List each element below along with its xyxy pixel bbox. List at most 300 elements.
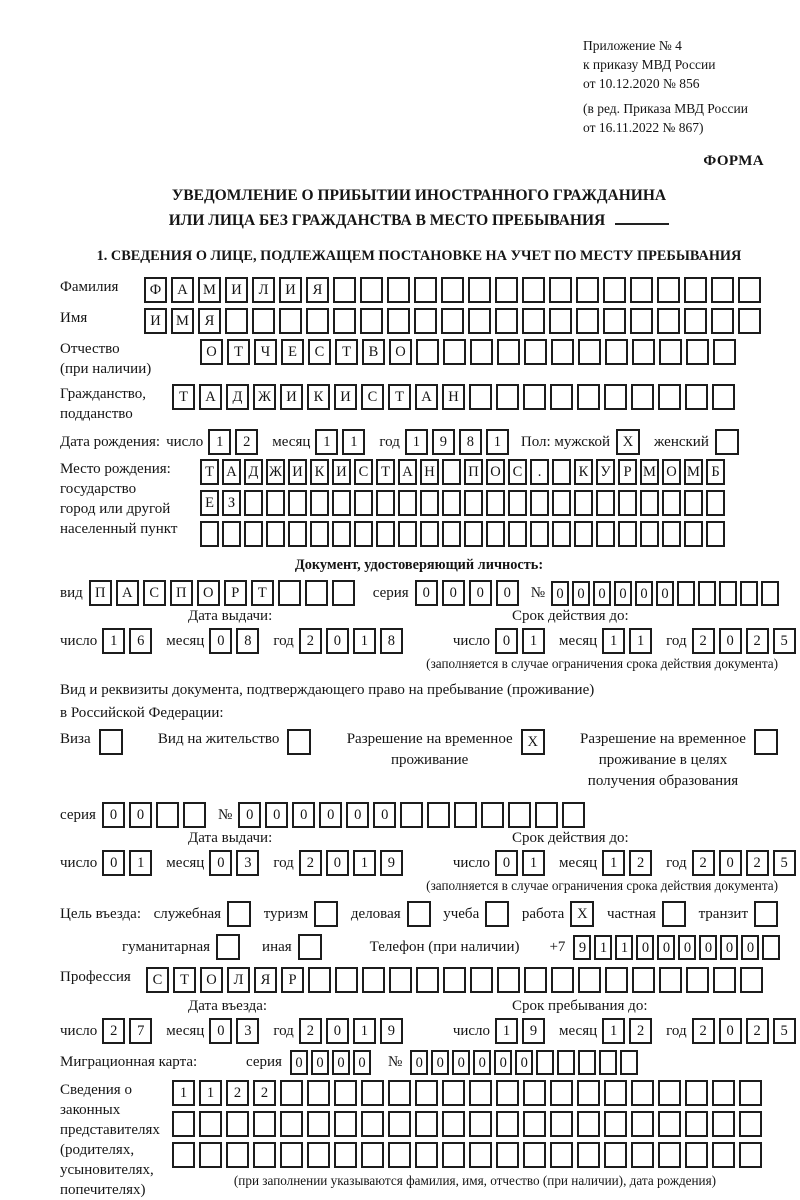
char-box[interactable]: [183, 802, 206, 828]
char-box[interactable]: [288, 490, 307, 516]
char-box[interactable]: 0: [238, 802, 261, 828]
purpose-business-checkbox[interactable]: [407, 901, 431, 927]
temp-residence-checkbox[interactable]: X: [521, 729, 545, 755]
char-box[interactable]: [712, 1142, 735, 1168]
char-box[interactable]: [552, 490, 571, 516]
char-box[interactable]: [244, 490, 263, 516]
sex-male-checkbox[interactable]: X: [616, 429, 640, 455]
char-box[interactable]: [279, 308, 302, 334]
char-box[interactable]: [266, 490, 285, 516]
char-box[interactable]: [706, 521, 725, 547]
char-box[interactable]: [576, 277, 599, 303]
char-box[interactable]: [306, 308, 329, 334]
char-box[interactable]: 6: [129, 628, 152, 654]
char-box[interactable]: Р: [224, 580, 247, 606]
char-box[interactable]: [441, 277, 464, 303]
char-box[interactable]: [496, 1142, 519, 1168]
char-box[interactable]: С: [354, 459, 373, 485]
char-box[interactable]: [549, 277, 572, 303]
char-box[interactable]: [361, 1142, 384, 1168]
char-box[interactable]: И: [288, 459, 307, 485]
char-box[interactable]: [470, 967, 493, 993]
char-box[interactable]: С: [146, 967, 169, 993]
char-box[interactable]: 2: [746, 628, 769, 654]
char-box[interactable]: [740, 967, 763, 993]
char-box[interactable]: [577, 1080, 600, 1106]
char-box[interactable]: Я: [254, 967, 277, 993]
char-box[interactable]: 0: [678, 935, 696, 960]
char-box[interactable]: 2: [299, 628, 322, 654]
char-box[interactable]: 1: [129, 850, 152, 876]
char-box[interactable]: 0: [326, 1018, 349, 1044]
char-box[interactable]: [266, 521, 285, 547]
char-box[interactable]: [398, 521, 417, 547]
char-box[interactable]: [468, 277, 491, 303]
char-box[interactable]: [310, 521, 329, 547]
char-box[interactable]: [442, 1142, 465, 1168]
char-box[interactable]: [657, 308, 680, 334]
char-box[interactable]: [712, 1111, 735, 1137]
char-box[interactable]: Я: [306, 277, 329, 303]
char-box[interactable]: [684, 308, 707, 334]
char-box[interactable]: 1: [342, 429, 365, 455]
char-box[interactable]: 0: [494, 1050, 512, 1075]
char-box[interactable]: 0: [593, 581, 611, 606]
char-box[interactable]: А: [415, 384, 438, 410]
char-box[interactable]: 1: [315, 429, 338, 455]
char-box[interactable]: Т: [173, 967, 196, 993]
char-box[interactable]: Е: [281, 339, 304, 365]
char-box[interactable]: [574, 521, 593, 547]
char-box[interactable]: 2: [629, 850, 652, 876]
char-box[interactable]: [362, 967, 385, 993]
char-box[interactable]: О: [662, 459, 681, 485]
char-box[interactable]: 2: [235, 429, 258, 455]
char-box[interactable]: [225, 308, 248, 334]
char-box[interactable]: 0: [656, 581, 674, 606]
char-box[interactable]: [562, 802, 585, 828]
char-box[interactable]: [739, 1111, 762, 1137]
char-box[interactable]: 1: [486, 429, 509, 455]
char-box[interactable]: И: [334, 384, 357, 410]
char-box[interactable]: Ф: [144, 277, 167, 303]
char-box[interactable]: М: [198, 277, 221, 303]
char-box[interactable]: [739, 1080, 762, 1106]
char-box[interactable]: О: [200, 339, 223, 365]
char-box[interactable]: [427, 802, 450, 828]
char-box[interactable]: 0: [209, 628, 232, 654]
char-box[interactable]: И: [144, 308, 167, 334]
char-box[interactable]: 9: [573, 935, 591, 960]
char-box[interactable]: [522, 277, 545, 303]
char-box[interactable]: [333, 277, 356, 303]
char-box[interactable]: О: [389, 339, 412, 365]
char-box[interactable]: [334, 1080, 357, 1106]
char-box[interactable]: [354, 490, 373, 516]
char-box[interactable]: [618, 521, 637, 547]
char-box[interactable]: 0: [741, 935, 759, 960]
char-box[interactable]: А: [398, 459, 417, 485]
char-box[interactable]: [334, 1142, 357, 1168]
char-box[interactable]: 3: [236, 850, 259, 876]
char-box[interactable]: [685, 384, 708, 410]
char-box[interactable]: 1: [199, 1080, 222, 1106]
char-box[interactable]: 1: [594, 935, 612, 960]
char-box[interactable]: [360, 277, 383, 303]
char-box[interactable]: Т: [172, 384, 195, 410]
char-box[interactable]: [334, 1111, 357, 1137]
char-box[interactable]: [464, 490, 483, 516]
char-box[interactable]: [416, 967, 439, 993]
char-box[interactable]: [332, 490, 351, 516]
char-box[interactable]: 0: [373, 802, 396, 828]
char-box[interactable]: А: [199, 384, 222, 410]
char-box[interactable]: [550, 1111, 573, 1137]
char-box[interactable]: [712, 1080, 735, 1106]
char-box[interactable]: [577, 1142, 600, 1168]
char-box[interactable]: В: [362, 339, 385, 365]
char-box[interactable]: [631, 1111, 654, 1137]
char-box[interactable]: 1: [602, 850, 625, 876]
char-box[interactable]: [497, 339, 520, 365]
char-box[interactable]: [523, 384, 546, 410]
char-box[interactable]: 0: [719, 628, 742, 654]
char-box[interactable]: [361, 1080, 384, 1106]
char-box[interactable]: Т: [335, 339, 358, 365]
char-box[interactable]: 0: [572, 581, 590, 606]
char-box[interactable]: [578, 339, 601, 365]
char-box[interactable]: 0: [102, 850, 125, 876]
char-box[interactable]: [578, 1050, 596, 1075]
char-box[interactable]: [388, 1142, 411, 1168]
char-box[interactable]: [442, 1111, 465, 1137]
char-box[interactable]: Р: [281, 967, 304, 993]
char-box[interactable]: [172, 1142, 195, 1168]
char-box[interactable]: [400, 802, 423, 828]
char-box[interactable]: [603, 308, 626, 334]
char-box[interactable]: [552, 459, 571, 485]
char-box[interactable]: 1: [353, 628, 376, 654]
purpose-work-checkbox[interactable]: X: [570, 901, 594, 927]
char-box[interactable]: 0: [209, 850, 232, 876]
char-box[interactable]: [416, 339, 439, 365]
char-box[interactable]: 0: [473, 1050, 491, 1075]
char-box[interactable]: [172, 1111, 195, 1137]
char-box[interactable]: [685, 1111, 708, 1137]
residence-permit-checkbox[interactable]: [287, 729, 311, 755]
char-box[interactable]: [495, 277, 518, 303]
char-box[interactable]: [469, 1080, 492, 1106]
char-box[interactable]: 0: [719, 850, 742, 876]
char-box[interactable]: И: [332, 459, 351, 485]
char-box[interactable]: [335, 967, 358, 993]
char-box[interactable]: Н: [420, 459, 439, 485]
char-box[interactable]: Ж: [266, 459, 285, 485]
char-box[interactable]: 0: [353, 1050, 371, 1075]
char-box[interactable]: 2: [692, 1018, 715, 1044]
char-box[interactable]: [496, 384, 519, 410]
purpose-study-checkbox[interactable]: [485, 901, 509, 927]
char-box[interactable]: 2: [102, 1018, 125, 1044]
char-box[interactable]: [495, 308, 518, 334]
char-box[interactable]: 0: [292, 802, 315, 828]
char-box[interactable]: [389, 967, 412, 993]
char-box[interactable]: [740, 581, 758, 606]
char-box[interactable]: [508, 521, 527, 547]
char-box[interactable]: [307, 1142, 330, 1168]
char-box[interactable]: [662, 521, 681, 547]
char-box[interactable]: П: [464, 459, 483, 485]
char-box[interactable]: 2: [746, 1018, 769, 1044]
char-box[interactable]: 1: [522, 850, 545, 876]
char-box[interactable]: И: [225, 277, 248, 303]
char-box[interactable]: [441, 308, 464, 334]
char-box[interactable]: [508, 490, 527, 516]
char-box[interactable]: [307, 1080, 330, 1106]
char-box[interactable]: 1: [629, 628, 652, 654]
char-box[interactable]: У: [596, 459, 615, 485]
char-box[interactable]: [420, 521, 439, 547]
char-box[interactable]: [280, 1080, 303, 1106]
char-box[interactable]: [596, 521, 615, 547]
char-box[interactable]: 2: [746, 850, 769, 876]
char-box[interactable]: [632, 339, 655, 365]
visa-checkbox[interactable]: [99, 729, 123, 755]
char-box[interactable]: [524, 339, 547, 365]
char-box[interactable]: [657, 277, 680, 303]
char-box[interactable]: [523, 1080, 546, 1106]
purpose-other-checkbox[interactable]: [298, 934, 322, 960]
char-box[interactable]: 1: [602, 1018, 625, 1044]
char-box[interactable]: [640, 521, 659, 547]
char-box[interactable]: [420, 490, 439, 516]
char-box[interactable]: [550, 1142, 573, 1168]
char-box[interactable]: 1: [102, 628, 125, 654]
char-box[interactable]: [761, 581, 779, 606]
char-box[interactable]: [388, 1111, 411, 1137]
char-box[interactable]: [677, 581, 695, 606]
char-box[interactable]: О: [200, 967, 223, 993]
char-box[interactable]: И: [279, 277, 302, 303]
char-box[interactable]: С: [361, 384, 384, 410]
char-box[interactable]: [659, 967, 682, 993]
char-box[interactable]: [280, 1111, 303, 1137]
char-box[interactable]: [698, 581, 716, 606]
char-box[interactable]: [605, 339, 628, 365]
char-box[interactable]: [618, 490, 637, 516]
char-box[interactable]: [684, 490, 703, 516]
char-box[interactable]: 2: [299, 1018, 322, 1044]
char-box[interactable]: [712, 384, 735, 410]
char-box[interactable]: [530, 490, 549, 516]
char-box[interactable]: Д: [244, 459, 263, 485]
char-box[interactable]: [332, 580, 355, 606]
char-box[interactable]: [222, 521, 241, 547]
char-box[interactable]: 1: [615, 935, 633, 960]
char-box[interactable]: [684, 521, 703, 547]
char-box[interactable]: [388, 1080, 411, 1106]
char-box[interactable]: 9: [432, 429, 455, 455]
char-box[interactable]: 2: [692, 628, 715, 654]
char-box[interactable]: 0: [442, 580, 465, 606]
char-box[interactable]: [706, 490, 725, 516]
char-box[interactable]: А: [171, 277, 194, 303]
char-box[interactable]: 1: [405, 429, 428, 455]
char-box[interactable]: [486, 490, 505, 516]
char-box[interactable]: [603, 277, 626, 303]
char-box[interactable]: [496, 1111, 519, 1137]
char-box[interactable]: 2: [692, 850, 715, 876]
temp-residence-edu-checkbox[interactable]: [754, 729, 778, 755]
char-box[interactable]: [200, 521, 219, 547]
char-box[interactable]: К: [310, 459, 329, 485]
char-box[interactable]: [280, 1142, 303, 1168]
purpose-official-checkbox[interactable]: [227, 901, 251, 927]
char-box[interactable]: 0: [102, 802, 125, 828]
char-box[interactable]: 1: [522, 628, 545, 654]
char-box[interactable]: 0: [265, 802, 288, 828]
char-box[interactable]: [253, 1111, 276, 1137]
char-box[interactable]: [659, 339, 682, 365]
char-box[interactable]: 0: [495, 628, 518, 654]
char-box[interactable]: 0: [515, 1050, 533, 1075]
char-box[interactable]: [662, 490, 681, 516]
char-box[interactable]: З: [222, 490, 241, 516]
char-box[interactable]: [551, 339, 574, 365]
char-box[interactable]: 0: [496, 580, 519, 606]
char-box[interactable]: [469, 1142, 492, 1168]
char-box[interactable]: .: [530, 459, 549, 485]
char-box[interactable]: [686, 339, 709, 365]
char-box[interactable]: 1: [353, 1018, 376, 1044]
char-box[interactable]: Б: [706, 459, 725, 485]
char-box[interactable]: [496, 1080, 519, 1106]
char-box[interactable]: С: [508, 459, 527, 485]
char-box[interactable]: [454, 802, 477, 828]
char-box[interactable]: [685, 1142, 708, 1168]
char-box[interactable]: [550, 1080, 573, 1106]
char-box[interactable]: [387, 308, 410, 334]
char-box[interactable]: [577, 384, 600, 410]
char-box[interactable]: [596, 490, 615, 516]
char-box[interactable]: 1: [172, 1080, 195, 1106]
char-box[interactable]: [604, 384, 627, 410]
char-box[interactable]: [497, 967, 520, 993]
char-box[interactable]: [620, 1050, 638, 1075]
char-box[interactable]: 3: [236, 1018, 259, 1044]
char-box[interactable]: 8: [459, 429, 482, 455]
char-box[interactable]: 8: [380, 628, 403, 654]
char-box[interactable]: С: [143, 580, 166, 606]
char-box[interactable]: И: [280, 384, 303, 410]
char-box[interactable]: [307, 1111, 330, 1137]
char-box[interactable]: [360, 308, 383, 334]
char-box[interactable]: [414, 308, 437, 334]
char-box[interactable]: [442, 521, 461, 547]
char-box[interactable]: [536, 1050, 554, 1075]
char-box[interactable]: [310, 490, 329, 516]
char-box[interactable]: [658, 1111, 681, 1137]
char-box[interactable]: [631, 1080, 654, 1106]
char-box[interactable]: 7: [129, 1018, 152, 1044]
char-box[interactable]: [522, 308, 545, 334]
char-box[interactable]: М: [171, 308, 194, 334]
char-box[interactable]: [713, 967, 736, 993]
purpose-transit-checkbox[interactable]: [754, 901, 778, 927]
char-box[interactable]: Ч: [254, 339, 277, 365]
char-box[interactable]: Л: [227, 967, 250, 993]
char-box[interactable]: [738, 308, 761, 334]
char-box[interactable]: 0: [657, 935, 675, 960]
char-box[interactable]: 0: [209, 1018, 232, 1044]
char-box[interactable]: [630, 308, 653, 334]
char-box[interactable]: 0: [319, 802, 342, 828]
char-box[interactable]: [308, 967, 331, 993]
char-box[interactable]: [604, 1080, 627, 1106]
char-box[interactable]: [530, 521, 549, 547]
char-box[interactable]: [443, 967, 466, 993]
char-box[interactable]: 5: [773, 628, 796, 654]
char-box[interactable]: 9: [380, 850, 403, 876]
char-box[interactable]: [523, 1111, 546, 1137]
char-box[interactable]: 8: [236, 628, 259, 654]
char-box[interactable]: П: [89, 580, 112, 606]
char-box[interactable]: [599, 1050, 617, 1075]
char-box[interactable]: Т: [251, 580, 274, 606]
char-box[interactable]: [551, 967, 574, 993]
char-box[interactable]: [288, 521, 307, 547]
char-box[interactable]: 1: [353, 850, 376, 876]
char-box[interactable]: [414, 277, 437, 303]
purpose-humanitarian-checkbox[interactable]: [216, 934, 240, 960]
char-box[interactable]: [376, 490, 395, 516]
char-box[interactable]: [713, 339, 736, 365]
char-box[interactable]: [468, 308, 491, 334]
char-box[interactable]: [684, 277, 707, 303]
char-box[interactable]: 0: [410, 1050, 428, 1075]
char-box[interactable]: Т: [227, 339, 250, 365]
char-box[interactable]: 5: [773, 1018, 796, 1044]
char-box[interactable]: М: [684, 459, 703, 485]
char-box[interactable]: 0: [614, 581, 632, 606]
char-box[interactable]: 0: [431, 1050, 449, 1075]
char-box[interactable]: [549, 308, 572, 334]
char-box[interactable]: 0: [129, 802, 152, 828]
char-box[interactable]: [469, 384, 492, 410]
char-box[interactable]: [252, 308, 275, 334]
char-box[interactable]: 9: [522, 1018, 545, 1044]
char-box[interactable]: А: [116, 580, 139, 606]
char-box[interactable]: 9: [380, 1018, 403, 1044]
char-box[interactable]: [535, 802, 558, 828]
purpose-private-checkbox[interactable]: [662, 901, 686, 927]
char-box[interactable]: Т: [376, 459, 395, 485]
char-box[interactable]: [354, 521, 373, 547]
char-box[interactable]: М: [640, 459, 659, 485]
char-box[interactable]: 2: [226, 1080, 249, 1106]
char-box[interactable]: [711, 308, 734, 334]
char-box[interactable]: [711, 277, 734, 303]
char-box[interactable]: [253, 1142, 276, 1168]
char-box[interactable]: А: [222, 459, 241, 485]
char-box[interactable]: [685, 1080, 708, 1106]
purpose-tourism-checkbox[interactable]: [314, 901, 338, 927]
char-box[interactable]: 0: [495, 850, 518, 876]
char-box[interactable]: [576, 308, 599, 334]
char-box[interactable]: [658, 384, 681, 410]
char-box[interactable]: 0: [311, 1050, 329, 1075]
char-box[interactable]: [415, 1111, 438, 1137]
